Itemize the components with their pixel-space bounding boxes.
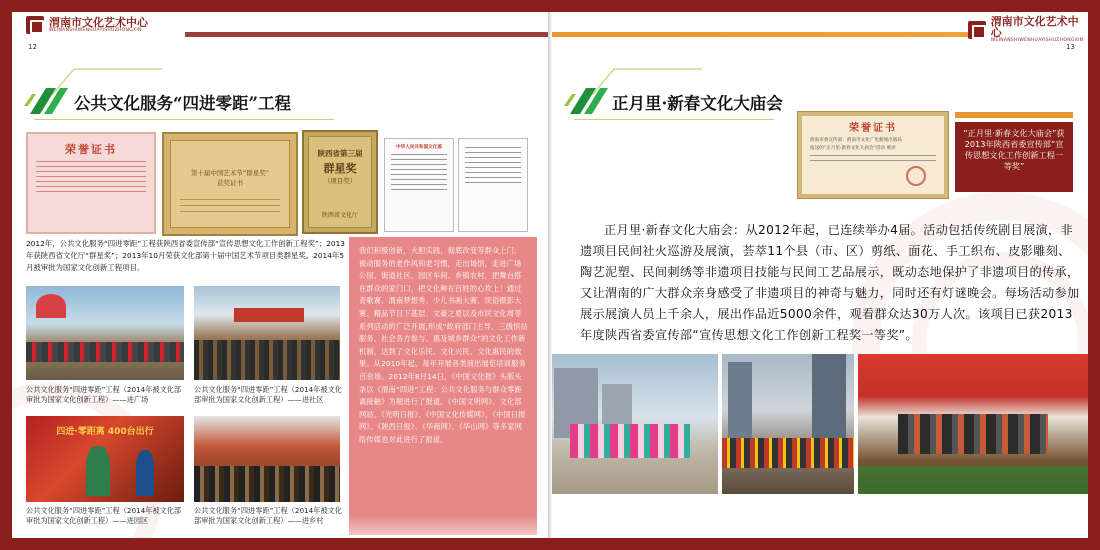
heading [74,90,291,114]
logo-icon [968,21,986,39]
photo-temple-fair-1 [552,354,718,494]
certificate-4-title: 中华人民共和国文化部 [396,145,442,150]
heading-underline [34,119,334,120]
page-title: 正月里·新春文化大庙会 [612,94,783,113]
description-box [349,237,537,535]
left-page [12,12,548,538]
photo-industrial-park [26,416,184,502]
body-text: 正月里·新春文化大庙会：从2012年起，已连续举办4届。活动包括传统剧目展演，非遗项目民间社火巡游及展演，荟萃11个县（市、区）剪纸、面花、手工织布、皮影雕刻、陶艺泥塑、民间刺绣等非遗项目技能与民间工艺品展示，既动态地保护了非遗项目的传承，又让渭南的广大群众亲身感受了非遗项目的神奇与魅力，同时还有灯谜晚会。每场活动参加展示展演人员上千余人，展出作品近5000余件，观看群众达30万人次。该项目已获2013年度陕西省委宣传部“宣传思想文化工作创新工程奖一等奖”。 [580,223,1080,342]
logo-text: 渭南市文化艺术中心 [990,15,1079,39]
logo-subtext: WEINANSHIWENHUAYISHUZHONGXIN [49,27,142,33]
seal-icon [906,166,926,186]
certificate-2-line2: 获奖证书 [217,179,243,187]
logo-icon [26,16,44,34]
photo-banner: 四进·零距离 400台出行 [56,427,154,437]
logo-text: 渭南市文化艺术中心 [49,15,148,29]
certificate-3 [302,130,378,234]
logo [26,16,148,34]
page-title: 公共文化服务“四进零距”工程 [74,94,291,113]
logo-subtext: WEINANSHIWENHUAYISHUZHONGXIN [990,38,1084,43]
right-page [552,12,1088,538]
photo-caption: 公共文化服务“四进零距”工程（2014年被文化部审批为国家文化创新工程）——进园区 [26,506,182,526]
photo-caption: 公共文化服务“四进零距”工程（2014年被文化部审批为国家文化创新工程）——进社区 [194,385,342,405]
header-bar [185,32,548,37]
award-note: “正月里·新春文化大庙会”获2013年陕西省委宣传部“宣传思想文化工作创新工程一等奖” [955,122,1073,192]
certificate-2 [162,132,298,236]
certificate-3-line1: 陕西省第三届 [317,149,363,158]
certificate-5 [458,138,528,232]
photo-square [26,286,184,380]
award-box-accent [955,112,1073,118]
photo-village [194,416,340,502]
certificate-title: 荣誉证书 [849,123,897,134]
photo-caption: 公共文化服务“四进零距”工程（2014年被文化部审批为国家文化创新工程）——进广场 [26,385,182,405]
certificate-line1: 渭南市委宣传部：渭南市文化广电新闻出版局 [810,138,902,143]
certificate-2-line1: 第十届中国艺术节“群星奖” [190,169,270,177]
intro-text: 2012年，公共文化服务“四进零距”工程获陕西省委宣传部“宣传思想文化工作创新工程奖”；2013年获陕西省文化厅“群星奖”；2013年10月荣获文化部第十届中国艺术节项目类群星奖。2014年5月被审批为国家文化创新工程项目。 [26,239,345,273]
certificate-3-line4: 陕西省文化厅 [321,212,358,219]
certificate-3-line3: （项目奖） [323,177,357,185]
photo-temple-fair-2 [722,354,854,494]
page-number: 13 [1066,43,1075,51]
logo [968,16,1088,44]
heading [612,90,783,114]
heading-underline [574,119,774,120]
photo-community [194,286,340,380]
description-text: 我们积极创新，大胆实践，彻底改变等群众上门、被动服务的老作风和老习惯，走出场馆，走进广场公园、街道社区、园区车间、乡镇农村，把舞台搭在群众的家门口，把文化种在百姓的心坎上！通过青歌赛、渭南梦想秀、少儿书画大赛、民俗摄影大赛、精品节目下基层、文豪之夏以及市民文化周等系列活动的广泛开展,形成“政府部门主导、三级馆站服务、社会各方参与、惠及城乡群众”的文化工作新机制，达到了文化乐民、文化兴民、文化惠民的效果。从2010年起，每年开展各类演出展览培训服务百余场。2012年8月14日，《中国文化报》头版头条以《渭南“四进”工程：公共文化服务与群众零距离接触》为题进行了报道。《中国文明网》、文化部网站、《光明日报》、《中国文化传媒网》、《中国日报网》、《陕西日报》、《华商网》、《华山网》等多家网络传媒也对此进行了报道。 [359,246,528,444]
page-number: 12 [28,43,37,51]
header-bar [552,32,968,37]
certificate-title: 荣誉证书 [65,143,117,156]
photo-temple-fair-3 [858,354,1088,494]
photo-caption: 公共文化服务“四进零距”工程（2014年被文化部审批为国家文化创新工程）——进乡村 [194,506,342,526]
certificate-4 [384,138,454,232]
certificate-line2: 报送的“正月里·新春文化大庙会”活动 被评 [810,146,896,151]
certificate-3-line2: 群星奖 [323,162,357,175]
certificate-1 [26,132,156,234]
award-certificate [798,112,948,198]
